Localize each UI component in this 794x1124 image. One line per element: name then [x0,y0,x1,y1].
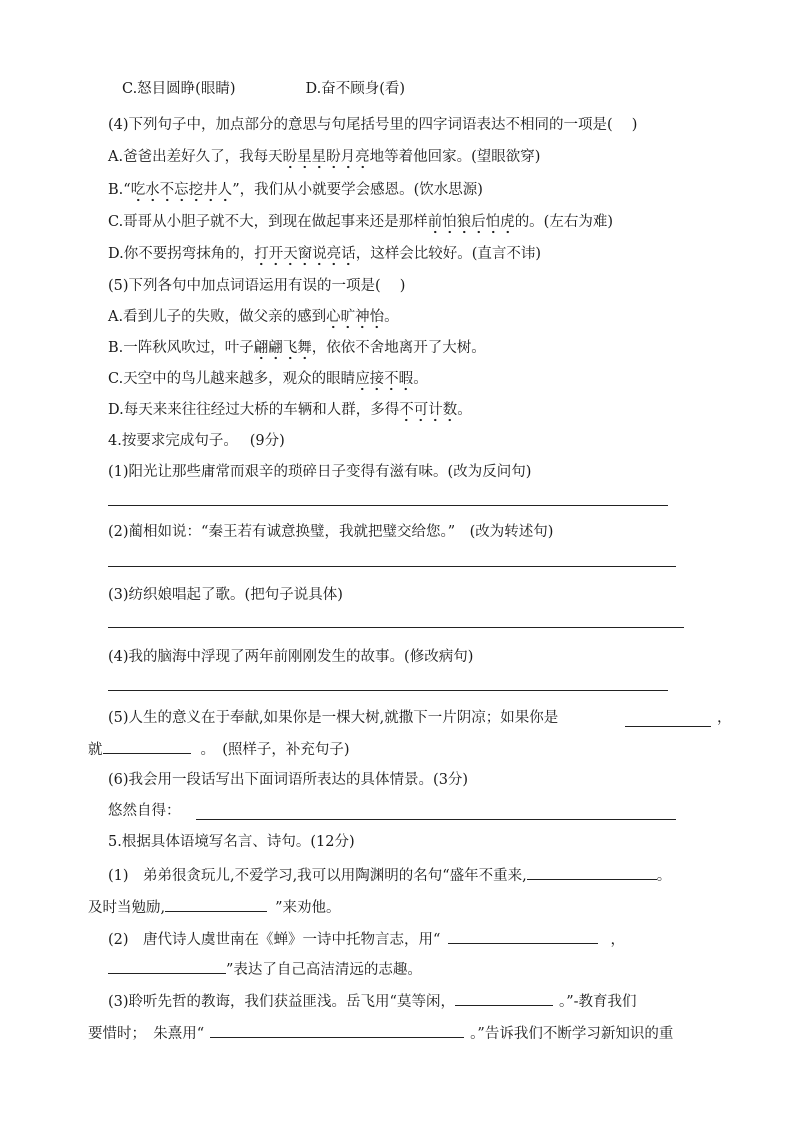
q5-2-blank-2[interactable] [108,958,226,974]
q3-4-stem: (4)下列句子中，加点部分的意思与句尾括号里的四字词语表达不相同的一项是( ) [108,117,638,133]
q5-3-blank-1[interactable] [455,990,553,1006]
comma: ， [717,710,732,726]
q4-1-answer-line[interactable] [108,505,668,506]
q3-5-option-a: A.看到儿子的失败，做父亲的感到心旷神怡。 [108,307,399,327]
q3-3-options-row [122,79,405,99]
q3-4-option-a: A.爸爸出差好久了，我每天盼星星盼月亮地等着他回家。(望眼欲穿) [108,147,540,167]
q4-2-answer-line[interactable] [108,566,676,567]
q3-4-option-c: C.哥哥从小胆子就不大，到现在做起事来还是那样前怕狼后怕虎的。(左右为难) [108,212,613,232]
emphasis-dots: 吃水不忘挖井人 [131,182,233,203]
q5-3-blank-2[interactable] [210,1022,464,1038]
q4-4-prompt: (4)我的脑海中浮现了两年前刚刚发生的故事。(修改病句) [108,649,474,665]
emphasis-dots: 盼星星盼月亮 [283,149,370,170]
q3-5-option-d: D.每天来来往往经过大桥的车辆和人群，多得不可计数。 [108,400,472,420]
q4-5-blank-2[interactable] [103,738,191,754]
emphasis-dots: 心旷神怡 [326,309,384,330]
q4-6-prompt: (6)我会用一段话写出下面词语所表达的具体情景。(3分) [108,772,469,788]
q3-3-option-c: C.怒目圆睁(眼睛) [122,81,236,97]
q5-2-line-1: (2) 唐代诗人虞世南在《蝉》一诗中托物言志，用“ ， [108,928,625,950]
emphasis-dots: 前怕狼后怕虎 [428,214,515,235]
q3-5-option-b: B.一阵秋风吹过，叶子翩翩飞舞，依依不舍地离开了大树。 [108,338,486,358]
q5-2-line-2: ”表达了自己高洁清远的志趣。 [108,958,422,980]
emphasis-dots: 打开天窗说亮话 [254,246,356,267]
q4-5-line-2: 就 。 (照样子，补充句子) [88,738,350,760]
q5-3-line-1: (3)聆听先哲的教诲，我们获益匪浅。岳飞用“莫等闲， 。”-教育我们 [108,990,637,1012]
q5-title: 5.根据具体语境写名言、诗句。(12分) [108,834,355,850]
q4-3-answer-line[interactable] [108,627,684,628]
q5-3-line-2: 要惜时； 朱熹用“ 。”告诉我们不断学习新知识的重 [88,1022,673,1044]
q3-3-option-d: D.奋不顾身(看) [305,81,406,97]
q5-1-blank-1[interactable] [527,864,657,880]
q3-5-option-c: C.天空中的鸟儿越来越多，观众的眼睛应接不暇。 [108,369,428,389]
q4-2-prompt: (2)蔺相如说：“秦王若有诚意换璧，我就把璧交给您。” (改为转述句) [108,524,554,540]
emphasis-dots: 不可计数 [399,402,457,423]
q3-4-option-b: B.“吃水不忘挖井人”，我们从小就要学会感恩。(饮水思源) [108,180,483,200]
q5-1-blank-2[interactable] [165,896,267,912]
q3-5-stem: (5)下列各句中加点词语运用有误的一项是( ) [108,278,406,294]
q5-1-line-1: (1) 弟弟很贪玩儿,不爱学习,我可以用陶渊明的名句“盛年不重来, 。 [108,864,671,886]
q3-4-option-d: D.你不要拐弯抹角的，打开天窗说亮话，这样会比较好。(直言不讳) [108,244,541,264]
q4-6-answer-line[interactable] [196,819,676,820]
q5-2-blank-1[interactable] [448,928,598,944]
q4-5-line-1: (5)人生的意义在于奉献,如果你是一棵大树,就撒下一片阴凉；如果你是 [108,710,559,726]
q4-1-prompt: (1)阳光让那些庸常而艰辛的琐碎日子变得有滋有味。(改为反问句) [108,464,532,480]
q4-6-word: 悠然自得： [108,803,181,819]
emphasis-dots: 应接不暇 [355,371,413,392]
q4-4-answer-line[interactable] [108,690,668,691]
emphasis-dots: 翩翩飞舞 [254,340,312,361]
q4-5-blank-1[interactable] [625,711,711,727]
q5-1-line-2: 及时当勉励, ”来劝他。 [88,896,341,918]
q4-title: 4.按要求完成句子。 (9分) [108,433,285,449]
q4-3-prompt: (3)纺织娘唱起了歌。(把句子说具体) [108,587,343,603]
